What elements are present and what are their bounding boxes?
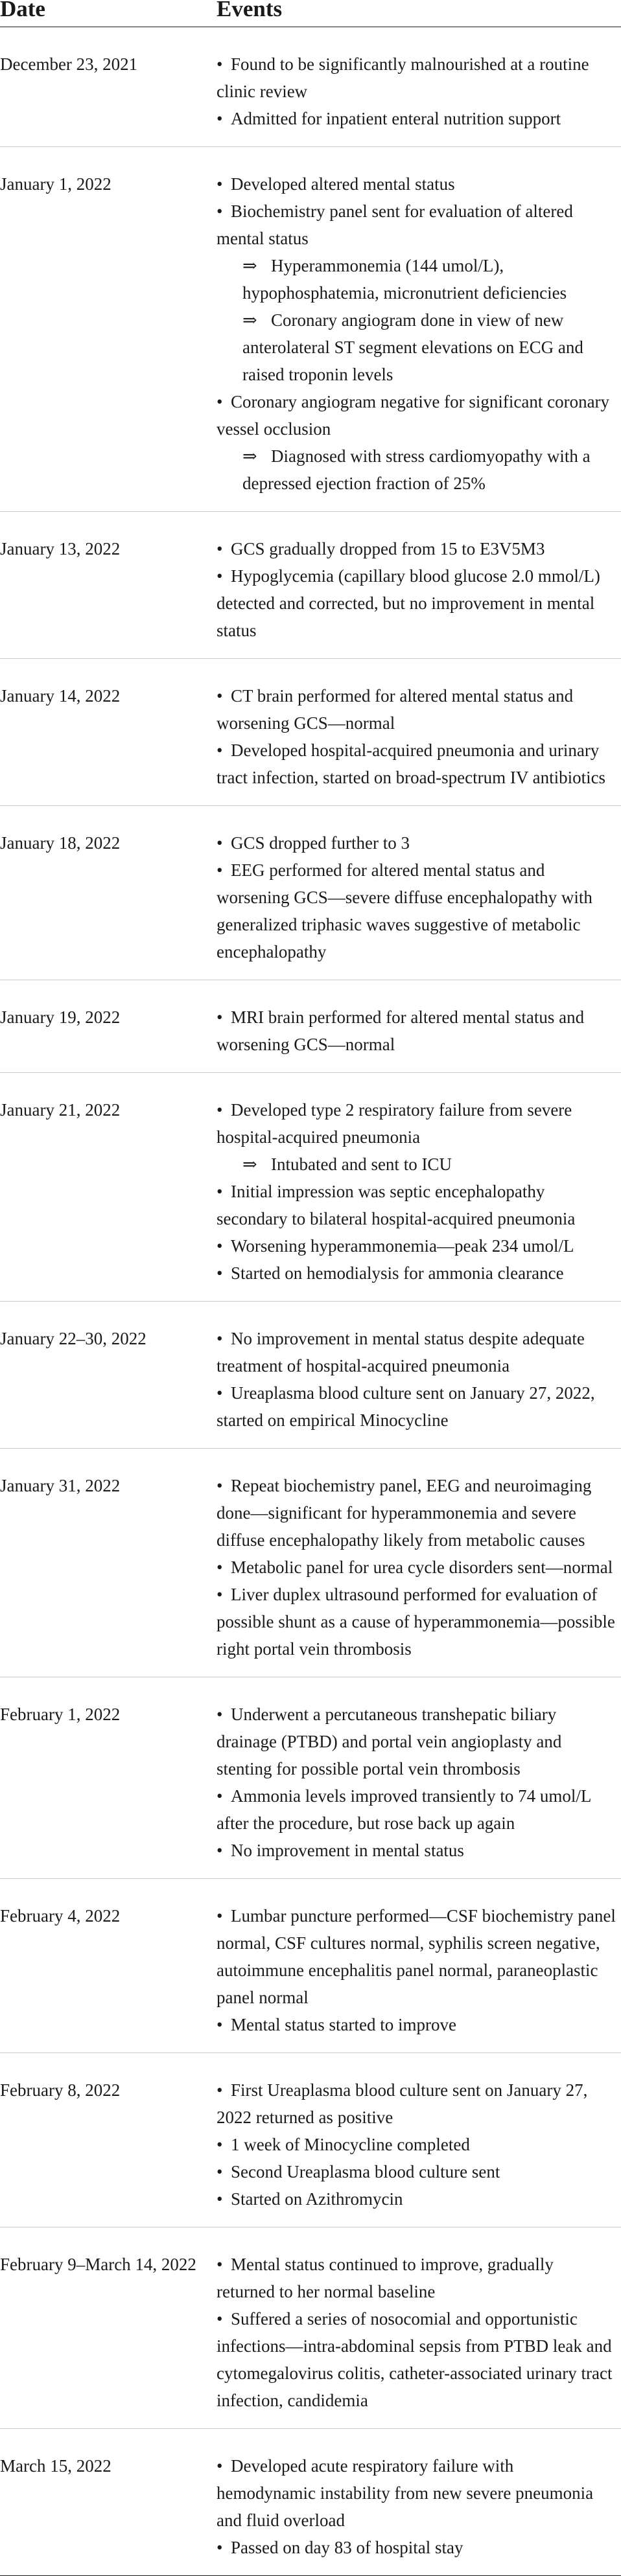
table-row [0, 147, 621, 512]
bullet-icon: • [217, 2189, 223, 2209]
table-row [0, 2227, 621, 2429]
event-item [217, 1701, 616, 1782]
sub-event-item [217, 252, 616, 306]
bullet-icon: • [217, 1007, 223, 1027]
event-item [217, 562, 616, 644]
event-text: Repeat biochemistry panel, EEG and neuroimaging done—significant for hyperammonemia and severe diffuse encephalopathy likely from metabolic causes [217, 1476, 592, 1550]
event-text: Worsening hyperammonemia—peak 234 umol/L [231, 1236, 574, 1256]
bullet-icon: • [217, 1476, 223, 1495]
sub-event-item [217, 443, 616, 497]
bullet-icon: • [217, 833, 223, 853]
bullet-icon: • [217, 2255, 223, 2274]
event-item [217, 2076, 616, 2131]
event-text: Diagnosed with stress cardiomyopathy with a depressed ejection fraction of 25% [242, 446, 591, 493]
event-item [217, 1325, 616, 1379]
date-column-header: Date [0, 0, 45, 21]
table-row [0, 1449, 621, 1677]
sub-event-item [217, 306, 616, 388]
bullet-icon: • [217, 1100, 223, 1120]
event-text: Mental status started to improve [231, 2015, 456, 2034]
row-events [217, 170, 621, 497]
event-item [217, 682, 616, 737]
event-text: Developed type 2 respiratory failure from severe hospital-acquired pneumonia [217, 1100, 572, 1147]
bullet-icon: • [217, 566, 223, 586]
row-date: January 31, 2022 [0, 1476, 121, 1495]
bullet-icon: • [217, 109, 223, 128]
event-text: No improvement in mental status despite adequate treatment of hospital-acquired pneumonia [217, 1329, 585, 1375]
row-events [217, 51, 621, 132]
row-events [217, 1004, 621, 1058]
bullet-icon: • [217, 1841, 223, 1860]
row-date: February 1, 2022 [0, 1705, 121, 1724]
event-text: Developed acute respiratory failure with hemodynamic instability from new severe pneumonia and fluid overload [217, 2456, 594, 2530]
row-events [217, 2251, 621, 2414]
bullet-icon: • [217, 1236, 223, 1256]
row-date: January 1, 2022 [0, 174, 111, 194]
events-list [217, 535, 616, 644]
events-list [217, 2076, 616, 2213]
bullet-icon: • [217, 2015, 223, 2034]
row-events [217, 1701, 621, 1864]
events-list [217, 1701, 616, 1864]
event-item [217, 2185, 616, 2213]
event-item [217, 2131, 616, 2158]
event-item [217, 1782, 616, 1837]
event-text: Second Ureaplasma blood culture sent [231, 2162, 500, 2181]
bullet-icon: • [217, 2538, 223, 2557]
bullet-icon: • [217, 2135, 223, 2154]
row-events [217, 1902, 621, 2038]
row-events [217, 535, 621, 644]
bullet-icon: • [217, 1329, 223, 1348]
event-text: Found to be significantly malnourished at a routine clinic review [217, 54, 589, 101]
event-text: Developed hospital-acquired pneumonia and urinary tract infection, started on broad-spectrum IV antibiotics [217, 741, 606, 787]
event-text: GCS gradually dropped from 15 to E3V5M3 [231, 539, 545, 558]
table-row [0, 2429, 621, 2576]
events-list [217, 2452, 616, 2561]
bullet-icon: • [217, 1263, 223, 1283]
row-date: January 13, 2022 [0, 539, 121, 558]
arrow-icon: ⇒ [242, 256, 257, 275]
bullet-icon: • [217, 2080, 223, 2100]
row-date: January 21, 2022 [0, 1100, 121, 1120]
event-item [217, 198, 616, 252]
table-header [0, 0, 621, 27]
events-list [217, 51, 616, 132]
event-text: Coronary angiogram negative for significant coronary vessel occlusion [217, 392, 610, 439]
row-events [217, 1325, 621, 1434]
table-row [0, 1677, 621, 1879]
event-text: Developed altered mental status [231, 174, 455, 194]
event-item [217, 105, 616, 132]
event-text: Underwent a percutaneous transhepatic biliary drainage (PTBD) and portal vein angioplasty and stenting for possible portal vein thrombosis [217, 1705, 562, 1778]
event-text: Mental status continued to improve, gradually returned to her normal baseline [217, 2255, 554, 2301]
event-item [217, 2305, 616, 2414]
table-row [0, 1879, 621, 2053]
event-item [217, 1259, 616, 1287]
event-item [217, 737, 616, 791]
row-date: March 15, 2022 [0, 2456, 111, 2476]
bullet-icon: • [217, 1705, 223, 1724]
sub-event-item [217, 1151, 616, 1178]
row-date: January 19, 2022 [0, 1007, 121, 1027]
table-row [0, 659, 621, 806]
bullet-icon: • [217, 686, 223, 706]
event-text: Ammonia levels improved transiently to 74 umol/L after the procedure, but rose back up again [217, 1786, 591, 1833]
event-item [217, 1004, 616, 1058]
event-text: Suffered a series of nosocomial and opportunistic infections—intra-abdominal sepsis from PTBD leak and cytomegalovirus colitis, catheter-associated urinary tract infection, candidemia [217, 2309, 613, 2410]
event-text: Started on Azithromycin [231, 2189, 403, 2209]
row-date: February 9–March 14, 2022 [0, 2255, 196, 2274]
row-events [217, 2452, 621, 2561]
table-row [0, 27, 621, 147]
row-date: December 23, 2021 [0, 54, 138, 74]
bullet-icon: • [217, 539, 223, 558]
event-item [217, 1581, 616, 1662]
arrow-icon: ⇒ [242, 1155, 257, 1174]
event-text: GCS dropped further to 3 [231, 833, 410, 853]
event-text: MRI brain performed for altered mental status and worsening GCS—normal [217, 1007, 585, 1054]
events-list [217, 682, 616, 791]
row-date: February 8, 2022 [0, 2080, 121, 2100]
event-item [217, 51, 616, 105]
bullet-icon: • [217, 860, 223, 880]
bullet-icon: • [217, 1906, 223, 1926]
event-text: Admitted for inpatient enteral nutrition support [231, 109, 561, 128]
events-list [217, 1902, 616, 2038]
event-item [217, 1379, 616, 1434]
event-item [217, 1837, 616, 1864]
table-row [0, 512, 621, 659]
event-item [217, 1472, 616, 1554]
event-item [217, 2452, 616, 2534]
event-item [217, 1232, 616, 1259]
event-text: Initial impression was septic encephalopathy secondary to bilateral hospital-acquired pneumonia [217, 1182, 576, 1228]
row-date: January 22–30, 2022 [0, 1329, 146, 1348]
event-text: Ureaplasma blood culture sent on January 27, 2022, started on empirical Minocycline [217, 1383, 595, 1430]
event-text: Intubated and sent to ICU [271, 1155, 452, 1174]
event-text: Liver duplex ultrasound performed for evaluation of possible shunt as a cause of hyperammonemia—possible right portal vein thrombosis [217, 1585, 615, 1659]
bullet-icon: • [217, 1383, 223, 1403]
event-item [217, 1178, 616, 1232]
bullet-icon: • [217, 2162, 223, 2181]
event-item [217, 1902, 616, 2011]
event-text: First Ureaplasma blood culture sent on January 27, 2022 returned as positive [217, 2080, 588, 2127]
event-item [217, 1096, 616, 1151]
event-item [217, 170, 616, 198]
event-item [217, 388, 616, 443]
events-list [217, 1096, 616, 1287]
table-row [0, 1302, 621, 1449]
row-events [217, 829, 621, 965]
event-text: Lumbar puncture performed—CSF biochemistry panel normal, CSF cultures normal, syphilis screen negative, autoimmune encephalitis panel normal, paraneoplastic panel normal [217, 1906, 616, 2007]
event-item [217, 2011, 616, 2038]
event-item [217, 2534, 616, 2561]
table-row [0, 1073, 621, 1302]
event-text: CT brain performed for altered mental status and worsening GCS—normal [217, 686, 574, 733]
bullet-icon: • [217, 392, 223, 411]
row-date: January 18, 2022 [0, 833, 121, 853]
event-text: EEG performed for altered mental status and worsening GCS—severe diffuse encephalopathy with generalized triphasic waves suggestive of metabolic encephalopathy [217, 860, 592, 961]
events-list [217, 829, 616, 965]
events-list [217, 1004, 616, 1058]
row-date: February 4, 2022 [0, 1906, 121, 1926]
event-text: Metabolic panel for urea cycle disorders sent—normal [231, 1558, 613, 1577]
event-item [217, 1554, 616, 1581]
bullet-icon: • [217, 201, 223, 221]
arrow-icon: ⇒ [242, 446, 257, 466]
event-text: Coronary angiogram done in view of new anterolateral ST segment elevations on ECG and raised troponin levels [242, 310, 583, 384]
row-date: January 14, 2022 [0, 686, 121, 706]
row-events [217, 2076, 621, 2213]
event-text: No improvement in mental status [231, 1841, 464, 1860]
events-list [217, 1325, 616, 1434]
bullet-icon: • [217, 741, 223, 760]
event-item [217, 2158, 616, 2185]
table-row [0, 2053, 621, 2227]
event-item [217, 857, 616, 965]
arrow-icon: ⇒ [242, 310, 257, 330]
event-text: Started on hemodialysis for ammonia clearance [231, 1263, 564, 1283]
table-body [0, 27, 621, 2576]
event-item [217, 535, 616, 562]
bullet-icon: • [217, 1585, 223, 1604]
bullet-icon: • [217, 2309, 223, 2329]
event-text: 1 week of Minocycline completed [231, 2135, 470, 2154]
events-list [217, 170, 616, 497]
row-events [217, 682, 621, 791]
bullet-icon: • [217, 174, 223, 194]
bullet-icon: • [217, 1182, 223, 1201]
event-item [217, 829, 616, 857]
events-column-header: Events [217, 0, 283, 21]
bullet-icon: • [217, 54, 223, 74]
bullet-icon: • [217, 1558, 223, 1577]
bullet-icon: • [217, 1786, 223, 1806]
table-row [0, 806, 621, 980]
events-list [217, 2251, 616, 2414]
row-events [217, 1096, 621, 1287]
event-text: Biochemistry panel sent for evaluation of altered mental status [217, 201, 573, 248]
row-events [217, 1472, 621, 1662]
event-text: Hyperammonemia (144 umol/L), hypophosphatemia, micronutrient deficiencies [242, 256, 567, 303]
event-text: Passed on day 83 of hospital stay [231, 2538, 463, 2557]
table-row [0, 980, 621, 1073]
bullet-icon: • [217, 2456, 223, 2476]
event-text: Hypoglycemia (capillary blood glucose 2.0 mmol/L) detected and corrected, but no improvement in mental status [217, 566, 600, 640]
events-list [217, 1472, 616, 1662]
